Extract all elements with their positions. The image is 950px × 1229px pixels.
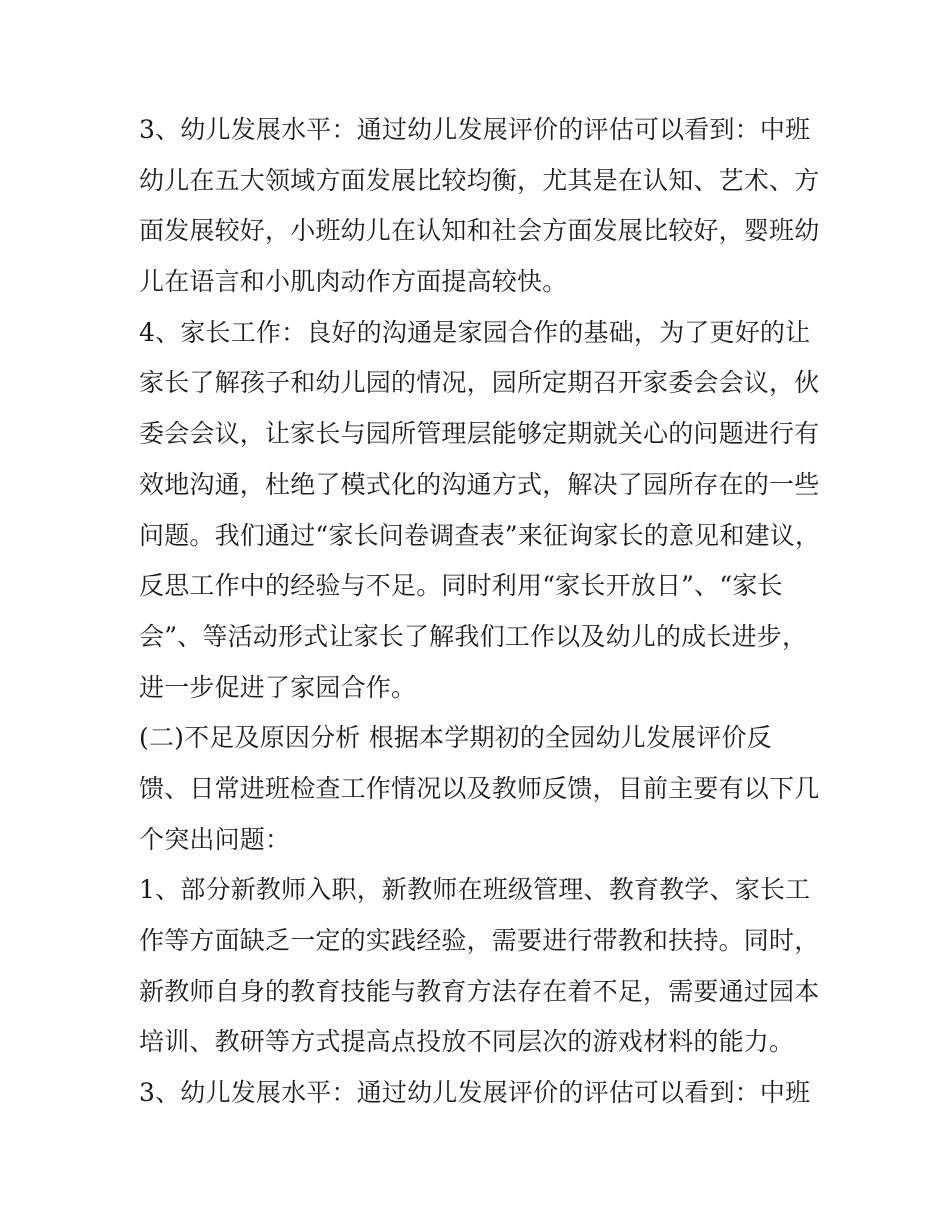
text-line: (二)不足及原因分析 根据本学期初的全园幼儿发展评价反 <box>139 723 772 753</box>
text-line: 1、部分新教师入职，新教师在班级管理、教育教学、家长工 <box>139 875 811 905</box>
text-line: 儿在语言和小肌肉动作方面提高较快。 <box>139 267 568 297</box>
text-line: 3、幼儿发展水平：通过幼儿发展评价的评估可以看到：中班 <box>139 1078 811 1108</box>
body-text <box>139 111 819 1125</box>
text-line: 面发展较好，小班幼儿在认知和社会方面发展比较好，婴班幼 <box>139 216 820 246</box>
text-line: 幼儿在五大领域方面发展比较均衡，尤其是在认知、艺术、方 <box>139 165 820 195</box>
text-line: 4、家长工作：良好的沟通是家园合作的基础，为了更好的让 <box>139 317 811 347</box>
text-line: 进一步促进了家园合作。 <box>139 672 417 702</box>
text-line: 家长了解孩子和幼儿园的情况，园所定期召开家委会会议，伙 <box>139 368 820 398</box>
text-line: 馈、日常进班检查工作情况以及教师反馈，目前主要有以下几 <box>139 773 820 803</box>
text-line: 会”、等活动形式让家长了解我们工作以及幼儿的成长进步， <box>139 621 808 651</box>
text-line: 反思工作中的经验与不足。同时利用“家长开放日”、“家长 <box>139 571 783 601</box>
text-line: 委会会议，让家长与园所管理层能够定期就关心的问题进行有 <box>139 419 820 449</box>
text-line: 培训、教研等方式提高点投放不同层次的游戏材料的能力。 <box>139 1027 795 1057</box>
text-line: 问题。我们通过“家长问卷调查表”来征询家长的意见和建议， <box>139 520 821 550</box>
text-line: 3、幼儿发展水平：通过幼儿发展评价的评估可以看到：中班 <box>139 115 811 144</box>
text-line: 个突出问题： <box>139 824 291 854</box>
text-line: 效地沟通，杜绝了模式化的沟通方式，解决了园所存在的一些 <box>139 469 820 499</box>
text-line: 新教师自身的教育技能与教育方法存在着不足，需要通过园本 <box>139 976 820 1006</box>
text-line: 作等方面缺乏一定的实践经验，需要进行带教和扶持。同时， <box>139 926 820 955</box>
